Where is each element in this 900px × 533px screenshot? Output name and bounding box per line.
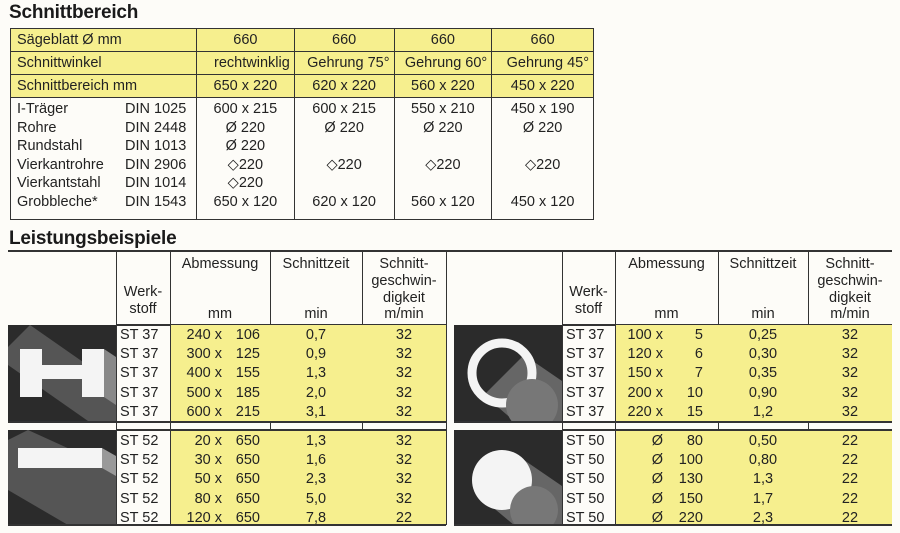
flat-bar-image xyxy=(8,430,116,525)
perf-column xyxy=(665,432,703,528)
perf-top-rule xyxy=(8,250,892,252)
perf-cell: 150 x xyxy=(627,365,663,382)
perf-column xyxy=(808,326,892,422)
perf-cell: 650 xyxy=(235,452,260,469)
header-schnittzeit: Schnittzeit xyxy=(282,256,350,272)
perf-cell: ST 37 xyxy=(566,384,605,401)
perf-cell: 6 xyxy=(694,346,703,363)
i-beam-image xyxy=(8,325,116,421)
perf-cell: 155 xyxy=(235,365,260,382)
perf-cell: 220 x xyxy=(627,403,663,420)
perf-cell: 2,3 xyxy=(305,471,327,488)
perf-cell: 32 xyxy=(841,327,859,343)
perf-cell: ST 37 xyxy=(566,346,605,363)
perf-cell: 32 xyxy=(395,452,413,469)
spec-value: Gehrung 45° xyxy=(492,52,594,75)
perf-cell: 15 xyxy=(686,403,703,420)
perf-cell: 1,3 xyxy=(752,471,774,488)
perf-column xyxy=(615,326,663,422)
perf-cell: 0,50 xyxy=(748,433,778,449)
perf-cell: ST 52 xyxy=(120,490,159,507)
perf-cell: Ø xyxy=(651,490,663,507)
perf-column xyxy=(718,326,808,422)
perf-column xyxy=(120,326,172,422)
perf-cell: 100 x xyxy=(627,327,663,343)
perf-cell: 500 x xyxy=(186,384,222,401)
spec-value: rechtwinklig xyxy=(196,52,294,75)
perf-cell: 80 xyxy=(686,433,703,449)
spec-label: Schnittbereich mm xyxy=(11,75,197,98)
perf-cell: 2,0 xyxy=(305,384,327,401)
perf-column xyxy=(224,326,260,422)
header-abmessung-unit: mm xyxy=(207,306,233,322)
header-geschwindigkeit: Schnitt- geschwin- digkeit xyxy=(371,256,437,306)
perf-cell: 20 x xyxy=(194,433,222,449)
perf-cell: 1,3 xyxy=(305,433,327,449)
header-werkstoff: Werk- stoff xyxy=(123,284,163,317)
spec-value: 660 xyxy=(492,29,594,52)
materials-row xyxy=(11,98,594,220)
spec-value: 660 xyxy=(196,29,294,52)
perf-cell: 1,3 xyxy=(305,365,327,382)
spec-value: 620 x 220 xyxy=(294,75,394,98)
perf-cell: 32 xyxy=(395,433,413,449)
header-werkstoff: Werk- stoff xyxy=(569,284,608,317)
perf-cell: 32 xyxy=(841,384,859,401)
perf-cell: 80 x xyxy=(194,490,222,507)
perf-cell: 0,30 xyxy=(748,346,778,363)
perf-cell: 10 xyxy=(686,384,703,401)
spec-value: Gehrung 75° xyxy=(294,52,394,75)
perf-column xyxy=(120,432,172,528)
cutting-range-table xyxy=(10,28,594,220)
perf-cell: 22 xyxy=(841,433,859,449)
perf-cell: 200 x xyxy=(627,384,663,401)
header-abmessung: Abmessung xyxy=(628,256,705,272)
tube-image xyxy=(454,325,562,421)
perf-cell: 300 x xyxy=(186,346,222,363)
perf-cell: 215 xyxy=(235,403,260,420)
header-geschwindigkeit-unit: m/min xyxy=(384,306,424,322)
perf-column xyxy=(170,326,222,422)
spec-value: 560 x 220 xyxy=(394,75,492,98)
perf-cell: 7 xyxy=(694,365,703,382)
perf-cell: 125 xyxy=(235,346,260,363)
perf-cell: 0,35 xyxy=(748,365,778,382)
perf-cell: 22 xyxy=(395,509,413,526)
spec-value: 650 x 220 xyxy=(196,75,294,98)
header-abmessung-unit: mm xyxy=(654,306,679,322)
perf-cell: 50 x xyxy=(194,471,222,488)
spec-value: 450 x 220 xyxy=(492,75,594,98)
perf-column xyxy=(270,326,362,422)
header-geschwindigkeit: Schnitt- geschwin- digkeit xyxy=(817,256,883,306)
perf-column xyxy=(270,432,362,528)
perf-column xyxy=(665,326,703,422)
perf-cell: 1,6 xyxy=(305,452,327,469)
perf-cell: 150 xyxy=(678,490,703,507)
perf-cell: Ø xyxy=(651,433,663,449)
perf-cell: ST 37 xyxy=(120,327,159,343)
perf-cell: 106 xyxy=(235,327,260,343)
perf-cell: ST 37 xyxy=(566,365,605,382)
header-abmessung: Abmessung xyxy=(181,256,259,272)
materials-col-1: 600 x 215 Ø 220 ◇220 620 x 120 xyxy=(294,98,394,220)
perf-column xyxy=(808,432,892,528)
spec-value: 660 xyxy=(294,29,394,52)
spec-value: 660 xyxy=(394,29,492,52)
perf-cell: 600 x xyxy=(186,403,222,420)
perf-cell: 650 xyxy=(235,509,260,526)
section-title-schnittbereich: Schnittbereich xyxy=(9,2,139,23)
section-title-leistungsbeispiele: Leistungsbeispiele xyxy=(9,228,177,249)
perf-cell: ST 37 xyxy=(120,384,159,401)
perf-column xyxy=(566,432,618,528)
perf-cell: 120 x xyxy=(186,509,222,526)
perf-cell: 0,80 xyxy=(748,452,778,469)
perf-cell: ST 50 xyxy=(566,471,605,488)
perf-cell: 400 x xyxy=(186,365,222,382)
spec-label: Sägeblatt Ø mm xyxy=(11,29,197,52)
perf-cell: 22 xyxy=(841,490,859,507)
perf-column xyxy=(224,432,260,528)
perf-cell: 220 xyxy=(678,509,703,526)
perf-cell: 0,25 xyxy=(748,327,778,343)
perf-cell: 32 xyxy=(395,384,413,401)
perf-cell: 3,1 xyxy=(305,403,327,420)
spec-row-range xyxy=(11,75,594,98)
spec-row-angle xyxy=(11,52,594,75)
materials-col-2: 550 x 210 Ø 220 ◇220 560 x 120 xyxy=(394,98,492,220)
perf-cell: ST 37 xyxy=(120,403,159,420)
perf-cell: 0,9 xyxy=(305,346,327,363)
header-schnittzeit-unit: min xyxy=(751,306,775,322)
perf-cell: ST 52 xyxy=(120,509,159,526)
perf-column xyxy=(615,432,663,528)
perf-cell: 30 x xyxy=(194,452,222,469)
perf-cell: Ø xyxy=(651,509,663,526)
perf-cell: ST 50 xyxy=(566,490,605,507)
perf-cell: 185 xyxy=(235,384,260,401)
perf-column xyxy=(566,326,618,422)
perf-column xyxy=(362,432,446,528)
perf-column xyxy=(170,432,222,528)
perf-cell: ST 52 xyxy=(120,433,159,449)
perf-cell: 100 xyxy=(678,452,703,469)
perf-column xyxy=(718,432,808,528)
perf-cell: 32 xyxy=(395,471,413,488)
perf-cell: ST 50 xyxy=(566,509,605,526)
materials-col-3: 450 x 190 Ø 220 ◇220 450 x 120 xyxy=(492,98,594,220)
perf-cell: 120 x xyxy=(627,346,663,363)
perf-cell: ST 52 xyxy=(120,452,159,469)
perf-cell: 22 xyxy=(841,471,859,488)
perf-cell: ST 37 xyxy=(120,346,159,363)
perf-center-divider xyxy=(446,250,447,525)
perf-cell: 1,7 xyxy=(752,490,774,507)
perf-cell: ST 37 xyxy=(566,403,605,420)
spec-row-blade xyxy=(11,29,594,52)
perf-cell: 0,7 xyxy=(305,327,327,343)
perf-column xyxy=(362,326,446,422)
perf-cell: 7,8 xyxy=(305,509,327,526)
perf-cell: 32 xyxy=(395,327,413,343)
header-schnittzeit: Schnittzeit xyxy=(729,256,797,272)
spec-label: Schnittwinkel xyxy=(11,52,197,75)
perf-cell: 32 xyxy=(841,365,859,382)
perf-cell: 1,2 xyxy=(752,403,774,420)
round-bar-image xyxy=(454,430,562,525)
perf-cell: Ø xyxy=(651,471,663,488)
header-geschwindigkeit-unit: m/min xyxy=(830,306,870,322)
header-schnittzeit-unit: min xyxy=(304,306,328,322)
perf-cell: 240 x xyxy=(186,327,222,343)
perf-cell: ST 50 xyxy=(566,433,605,449)
materials-names: I-Träger DIN 1025 Rohre DIN 2448 Rundstahl DIN 1013 Vierkantrohre DIN 2906 Vierkantstahl DIN 1014 Grobbleche* DIN 1543 xyxy=(11,98,197,220)
perf-cell: 5,0 xyxy=(305,490,327,507)
perf-cell: 32 xyxy=(395,403,413,420)
perf-cell: 650 xyxy=(235,433,260,449)
perf-cell: ST 50 xyxy=(566,452,605,469)
perf-cell: 0,90 xyxy=(748,384,778,401)
spec-value: Gehrung 60° xyxy=(394,52,492,75)
perf-cell: ST 37 xyxy=(120,365,159,382)
perf-cell: 22 xyxy=(841,509,859,526)
perf-cell: 5 xyxy=(694,327,703,343)
perf-cell: 650 xyxy=(235,490,260,507)
perf-cell: Ø xyxy=(651,452,663,469)
perf-cell: 130 xyxy=(678,471,703,488)
perf-cell: 32 xyxy=(395,490,413,507)
perf-cell: 32 xyxy=(841,346,859,363)
perf-cell: 32 xyxy=(395,365,413,382)
perf-cell: ST 52 xyxy=(120,471,159,488)
perf-cell: 650 xyxy=(235,471,260,488)
perf-cell: 22 xyxy=(841,452,859,469)
perf-cell: 32 xyxy=(395,346,413,363)
perf-cell: ST 37 xyxy=(566,327,605,343)
perf-cell: 2,3 xyxy=(752,509,774,526)
perf-cell: 32 xyxy=(841,403,859,420)
materials-col-0: 600 x 215 Ø 220 Ø 220 ◇220 ◇220 650 x 120 xyxy=(196,98,294,220)
